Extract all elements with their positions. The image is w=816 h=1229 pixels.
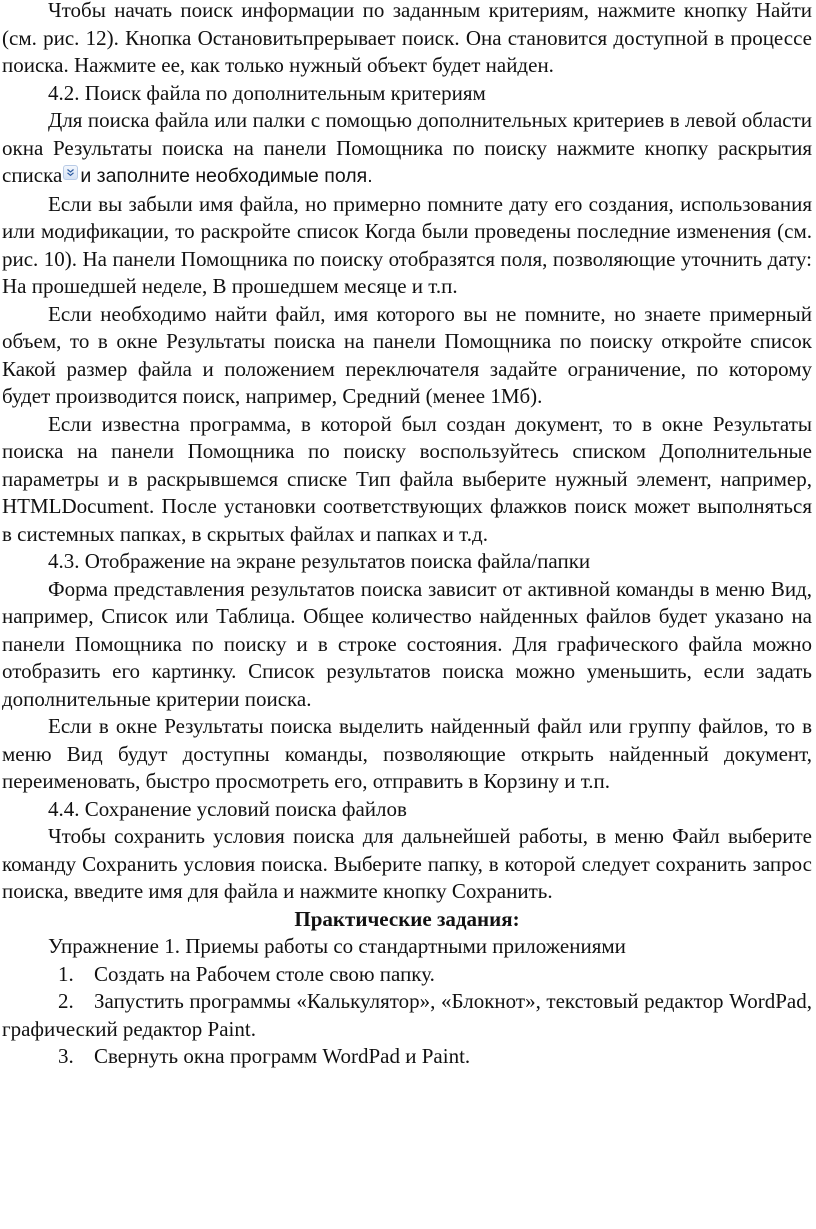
heading-4-2: 4.2. Поиск файла по дополнительным критериям <box>48 80 486 105</box>
list-item-number: 2. <box>58 989 74 1013</box>
exercise-title: Упражнение 1. Приемы работы со стандартными приложениями <box>48 934 626 958</box>
heading-4-4: 4.4. Сохранение условий поиска файлов <box>48 796 407 821</box>
list-item-text: Запустить программы «Калькулятор», «Блокнот», текстовый редактор WordPad, графический редактор Paint. <box>2 989 812 1041</box>
expand-list-chevron-icon <box>63 165 78 180</box>
list-item-number: 3. <box>58 1044 74 1068</box>
list-item-number: 1. <box>58 961 74 986</box>
heading-4-3: 4.3. Отображение на экране результатов поиска файла/папки <box>48 549 591 573</box>
paragraph-forgot-name: Если вы забыли имя файла, но примерно помните дату его создания, использования или модификации, то раскройте список Когда были проведены последние изменения (см. рис. 10). На панели Помощника по поиску отобразятся поля, позволяющие уточнить дату: На прошедшей неделе, В прошедшем месяце и т.п. <box>2 191 812 298</box>
paragraph-additional-criteria <box>2 107 812 191</box>
list-item <box>2 988 812 1043</box>
list-item-text: Свернуть окна программ WordPad и Paint. <box>94 1044 471 1068</box>
list-item <box>2 1043 812 1071</box>
list-item <box>2 961 812 989</box>
paragraph-additional-criteria-text: Для поиска файла или палки с помощью дополнительных критериев в левой области окна Результаты поиска на панели Помощника по поиску нажмите кнопку раскрытия списка <box>2 108 812 187</box>
list-item-text: Создать на Рабочем столе свою папку. <box>94 961 435 986</box>
paragraph-results-select: Если в окне Результаты поиска выделить найденный файл или группу файлов, то в меню Вид будут доступны команды, позволяющие открыть найденный документ, переименовать, быстро просмотреть его, отправить в Корзину и т.п. <box>2 714 812 793</box>
paragraph-save-conditions: Чтобы сохранить условия поиска для дальнейшей работы, в меню Файл выберите команду Сохранить условия поиска. Выберите папку, в которой следует сохранить запрос поиска, введите имя для файла и нажмите кнопку Сохранить. <box>2 824 812 903</box>
practice-title: Практические задания: <box>294 906 520 931</box>
paragraph-file-size: Если необходимо найти файл, имя которого вы не помните, но знаете примерный объем, то в окне Результаты поиска на панели Помощника по поиску откройте список Какой размер файла и положением переключателя задайте ограничение, по которому будет производится поиск, например, Средний (менее 1Мб). <box>2 301 812 408</box>
paragraph-program-known: Если известна программа, в которой был создан документ, то в окне Результаты поиска на панели Помощника по поиску воспользуйтесь списком Дополнительные параметры и в раскрывшемся списке Тип файла выберите нужный элемент, например, HTMLDocument. После установки соответствующих флажков поиск может выполняться в системных папках, в скрытых файлах и папках и т.д. <box>2 411 812 546</box>
paragraph-search-start: Чтобы начать поиск информации по заданным критериям, нажмите кнопку Найти (см. рис. 12). Кнопка Остановитьпрерывает поиск. Она становится доступной в процессе поиска. Нажмите ее, как только нужный объект будет найден. <box>2 0 812 77</box>
paragraph-additional-criteria-tail: и заполните необходимые поля. <box>80 165 373 187</box>
paragraph-results-view: Форма представления результатов поиска зависит от активной команды в меню Вид, например, Список или Таблица. Общее количество найденных файлов будет указано на панели Помощника по поиску и в строке состояния. Для графического файла можно отобразить его картинку. Список результатов поиска можно уменьшить, если задать дополнительные критерии поиска. <box>2 576 812 711</box>
